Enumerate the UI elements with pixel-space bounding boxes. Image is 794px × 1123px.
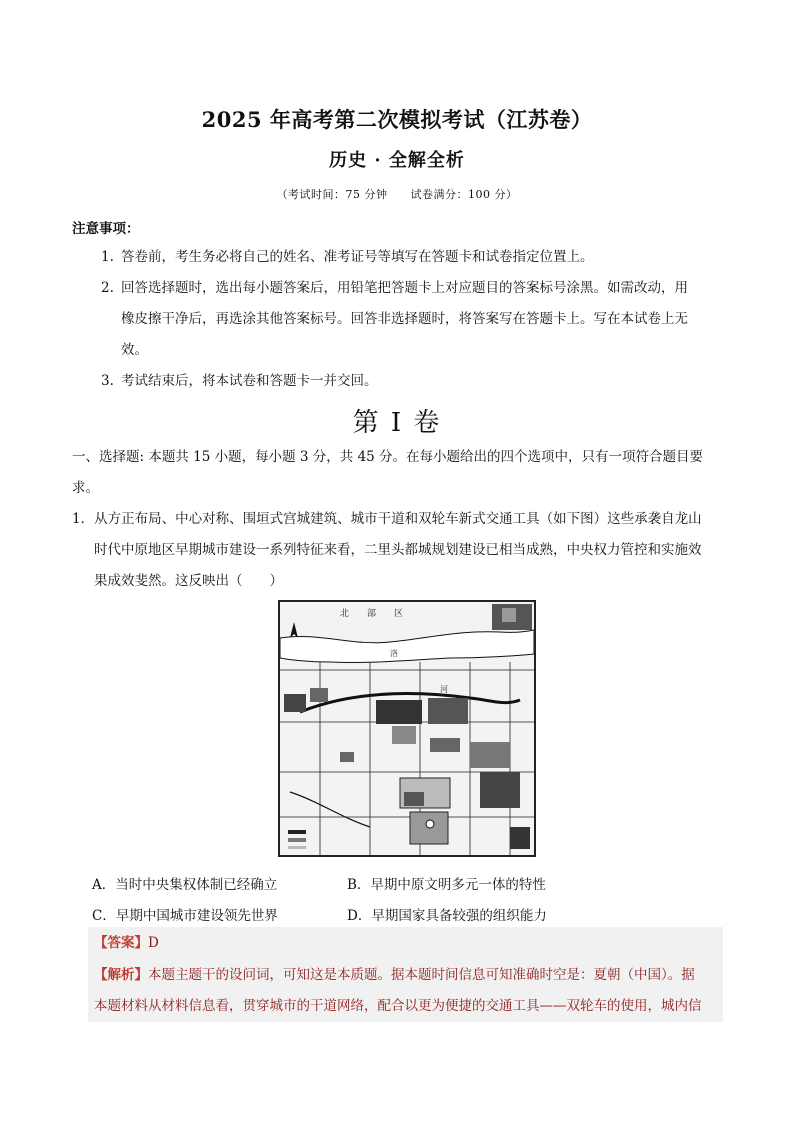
notice-item-1 bbox=[101, 242, 594, 273]
map-label-river-2: 河 bbox=[440, 685, 448, 694]
section-title: 第 I 卷 bbox=[352, 408, 442, 438]
option-c[interactable]: C．早期中国城市建设领先世界 bbox=[92, 908, 278, 924]
notice-item-number: 3. bbox=[101, 373, 114, 389]
analysis-line-1 bbox=[94, 963, 726, 988]
notice-item-number: 2. bbox=[101, 280, 114, 296]
notice-item-text: 回答选择题时，选出每小题答案后，用铅笔把答题卡上对应题目的答案标号涂黑。如需改动，用 bbox=[121, 280, 688, 296]
analysis-tag: 【解析】 bbox=[94, 967, 148, 983]
option-d[interactable]: D．早期国家具备较强的组织能力 bbox=[347, 908, 547, 924]
question-stem-line: 果成效斐然。这反映出（ ） bbox=[94, 573, 283, 589]
question-1-stem bbox=[72, 504, 727, 597]
question-stem-line: 1．从方正布局、中心对称、围垣式宫城建筑、城市干道和双轮车新式交通工具（如下图）这些承袭自龙山 bbox=[72, 511, 702, 527]
analysis-text: 本题主题干的设问词，可知这是本质题。据本题时间信息可知准确时空是：夏朝（中国）。据 bbox=[148, 967, 695, 983]
answer-line bbox=[94, 931, 726, 956]
exam-info: （考试时间：75 分钟 试卷满分：100 分） bbox=[276, 188, 518, 201]
exam-subtitle: 历史 · 全解全析 bbox=[329, 150, 465, 171]
map-label-north-zone: 北 部 区 bbox=[340, 609, 404, 619]
exam-title: 2025 年高考第二次模拟考试（江苏卷） bbox=[201, 107, 593, 132]
notice-item-3 bbox=[101, 366, 378, 397]
notice-item-text: 考试结束后，将本试卷和答题卡一并交回。 bbox=[121, 373, 378, 389]
answer-tag: 【答案】 bbox=[94, 935, 148, 951]
section-instructions-line: 求。 bbox=[72, 480, 99, 496]
notice-item-text-cont: 橡皮擦干净后，再选涂其他答案标号。回答非选择题时，将答案写在答题卡上。写在本试卷上无 bbox=[121, 311, 688, 327]
notice-item-text-cont: 效。 bbox=[121, 342, 148, 358]
erlitou-site-map bbox=[278, 600, 536, 857]
map-drawing bbox=[280, 602, 534, 855]
notice-item-2 bbox=[101, 273, 721, 366]
notice-item-text: 答卷前，考生务必将自己的姓名、准考证号等填写在答题卡和试卷指定位置上。 bbox=[121, 249, 594, 265]
section-instructions bbox=[72, 442, 727, 504]
map-label-river: 洛 bbox=[390, 649, 398, 658]
notice-heading: 注意事项： bbox=[72, 221, 140, 237]
section-instructions-line: 一、选择题: 本题共 15 小题，每小题 3 分，共 45 分。在每小题给出的四个选项中，只有一项符合题目要 bbox=[72, 449, 704, 465]
notice-item-number: 1. bbox=[101, 249, 114, 265]
option-b[interactable]: B．早期中原文明多元一体的特性 bbox=[347, 877, 546, 893]
analysis-line-2: 本题材料从材料信息看，贯穿城市的干道网络，配合以更为便捷的交通工具——双轮车的使用，城内信 bbox=[94, 998, 702, 1014]
answer-value: D bbox=[148, 935, 159, 951]
option-a[interactable]: A．当时中央集权体制已经确立 bbox=[92, 877, 278, 893]
question-stem-line: 时代中原地区早期城市建设一系列特征来看，二里头都城规划建设已相当成熟，中央权力管控和实施效 bbox=[94, 542, 702, 558]
